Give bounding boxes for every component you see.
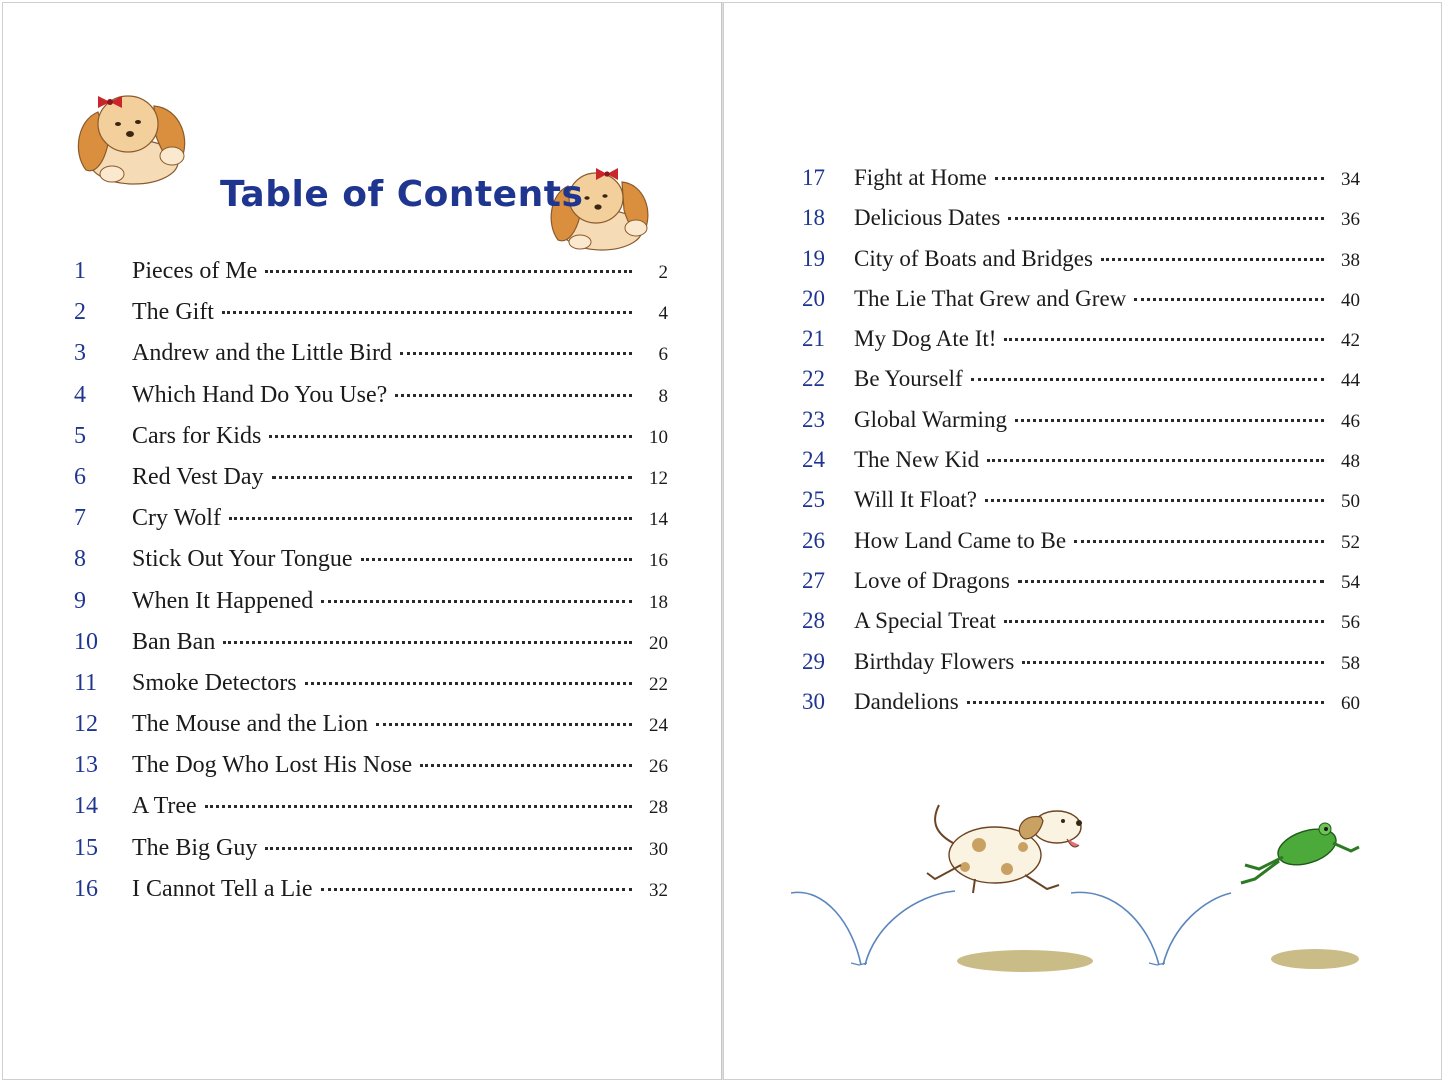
toc-leader-dots bbox=[400, 352, 632, 355]
toc-entry-page: 58 bbox=[1341, 652, 1360, 674]
mud-puddle-left bbox=[957, 950, 1093, 972]
toc-entry-number: 15 bbox=[74, 834, 98, 861]
toc-entry-title[interactable]: The Mouse and the Lion bbox=[132, 711, 368, 738]
toc-entry-number: 4 bbox=[74, 381, 86, 408]
toc-entry-title[interactable]: A Tree bbox=[132, 793, 197, 820]
toc-entry-page: 32 bbox=[649, 879, 668, 901]
toc-entry-title[interactable]: Birthday Flowers bbox=[854, 648, 1015, 674]
toc-entry-page: 34 bbox=[1341, 169, 1360, 190]
toc-entry-page: 30 bbox=[649, 838, 668, 860]
toc-entry-title[interactable]: Which Hand Do You Use? bbox=[132, 381, 388, 408]
toc-leader-dots bbox=[1008, 217, 1324, 220]
toc-entry-number: 20 bbox=[802, 285, 825, 311]
toc-leader-dots bbox=[229, 517, 632, 520]
toc-entry-number: 3 bbox=[74, 340, 86, 367]
toc-entry[interactable] bbox=[74, 711, 668, 752]
toc-entry-page: 16 bbox=[649, 550, 668, 572]
toc-entry-page: 10 bbox=[649, 426, 668, 448]
toc-entry[interactable] bbox=[802, 649, 1360, 689]
puppy-left-illustration bbox=[68, 82, 194, 188]
toc-entry-title[interactable]: Stick Out Your Tongue bbox=[132, 546, 353, 573]
toc-entry[interactable] bbox=[74, 546, 668, 587]
toc-entry-title[interactable]: Cars for Kids bbox=[132, 422, 262, 449]
jumping-frog bbox=[1241, 823, 1359, 883]
toc-entry-number: 10 bbox=[74, 628, 98, 655]
toc-entry-number: 16 bbox=[74, 875, 98, 902]
toc-entry-number: 1 bbox=[74, 258, 86, 284]
toc-entry[interactable] bbox=[802, 689, 1360, 729]
toc-leader-dots bbox=[1022, 661, 1324, 664]
toc-entry[interactable] bbox=[74, 588, 668, 629]
toc-leader-dots bbox=[1074, 540, 1324, 543]
toc-entry-title[interactable]: I Cannot Tell a Lie bbox=[132, 875, 313, 902]
toc-leader-dots bbox=[321, 600, 632, 603]
toc-entry[interactable] bbox=[802, 568, 1360, 608]
jumping-dog bbox=[927, 805, 1082, 893]
toc-entry[interactable] bbox=[802, 246, 1360, 286]
toc-entry-number: 25 bbox=[802, 487, 825, 513]
toc-entry-title[interactable]: Ban Ban bbox=[132, 628, 216, 655]
toc-leader-dots bbox=[971, 378, 1324, 381]
toc-entry-number: 24 bbox=[802, 447, 825, 473]
toc-entry-title[interactable]: Andrew and the Little Bird bbox=[132, 340, 392, 367]
toc-leader-dots bbox=[272, 476, 632, 479]
toc-entry-page: 14 bbox=[649, 509, 668, 531]
toc-entry-number: 21 bbox=[802, 326, 825, 352]
toc-entry-number: 26 bbox=[802, 527, 825, 553]
toc-entry-page: 38 bbox=[1341, 249, 1360, 271]
toc-entry-title[interactable]: Be Yourself bbox=[854, 366, 963, 392]
toc-leader-dots bbox=[395, 394, 632, 397]
toc-leader-dots bbox=[321, 888, 633, 891]
toc-entry-number: 30 bbox=[802, 688, 825, 714]
toc-leader-dots bbox=[1134, 298, 1324, 301]
toc-entry-title[interactable]: Dandelions bbox=[854, 688, 959, 714]
toc-entry-page: 2 bbox=[658, 262, 668, 283]
toc-entry-number: 7 bbox=[74, 505, 86, 532]
toc-leader-dots bbox=[967, 701, 1324, 704]
toc-entry-title[interactable]: The New Kid bbox=[854, 447, 980, 473]
jumping-animals-illustration bbox=[785, 795, 1375, 980]
toc-entry[interactable] bbox=[74, 876, 668, 917]
toc-entry-title[interactable]: My Dog Ate It! bbox=[854, 326, 997, 352]
toc-entry-page: 36 bbox=[1341, 209, 1360, 231]
toc-list-right bbox=[802, 165, 1360, 729]
toc-entry-page: 8 bbox=[658, 385, 668, 407]
toc-entry-title[interactable]: Love of Dragons bbox=[854, 567, 1010, 593]
toc-entry[interactable] bbox=[74, 752, 668, 793]
toc-entry[interactable] bbox=[74, 299, 668, 340]
toc-entry[interactable] bbox=[802, 407, 1360, 447]
toc-leader-dots bbox=[1018, 580, 1324, 583]
toc-leader-dots bbox=[1004, 338, 1324, 341]
toc-entry-page: 44 bbox=[1341, 370, 1360, 392]
toc-entry-page: 18 bbox=[649, 591, 668, 613]
toc-entry-page: 20 bbox=[649, 632, 668, 654]
toc-entry[interactable] bbox=[802, 286, 1360, 326]
toc-entry-number: 27 bbox=[802, 567, 825, 593]
toc-entry-number: 12 bbox=[74, 711, 98, 738]
toc-entry-page: 28 bbox=[649, 797, 668, 819]
toc-entry-title[interactable]: When It Happened bbox=[132, 587, 314, 614]
toc-entry-title[interactable]: Delicious Dates bbox=[854, 205, 1001, 231]
toc-entry-title[interactable]: How Land Came to Be bbox=[854, 527, 1067, 553]
toc-entry-title[interactable]: The Dog Who Lost His Nose bbox=[132, 752, 413, 779]
toc-leader-dots bbox=[987, 459, 1324, 462]
toc-leader-dots bbox=[361, 558, 632, 561]
toc-entry[interactable] bbox=[802, 447, 1360, 487]
toc-entry[interactable] bbox=[74, 670, 668, 711]
toc-entry-title[interactable]: Cry Wolf bbox=[132, 505, 221, 532]
toc-leader-dots bbox=[376, 723, 632, 726]
page-title: Table of Contents bbox=[220, 174, 584, 216]
toc-leader-dots bbox=[985, 499, 1324, 502]
toc-entry-number: 2 bbox=[74, 299, 86, 326]
toc-entry[interactable] bbox=[74, 423, 668, 464]
toc-entry-number: 28 bbox=[802, 608, 825, 634]
toc-entry-number: 13 bbox=[74, 752, 98, 779]
toc-entry[interactable] bbox=[74, 340, 668, 381]
toc-entry[interactable] bbox=[802, 366, 1360, 406]
toc-entry-title[interactable]: The Lie That Grew and Grew bbox=[854, 285, 1127, 311]
toc-entry[interactable] bbox=[74, 793, 668, 834]
toc-entry-title[interactable]: Global Warming bbox=[854, 406, 1007, 432]
toc-entry-title[interactable]: Pieces of Me bbox=[132, 258, 258, 284]
toc-entry-page: 54 bbox=[1341, 571, 1360, 593]
toc-leader-dots bbox=[223, 641, 632, 644]
toc-entry-title[interactable]: The Gift bbox=[132, 299, 214, 326]
toc-entry[interactable] bbox=[802, 608, 1360, 648]
toc-entry-page: 12 bbox=[649, 467, 668, 489]
toc-entry-page: 56 bbox=[1341, 612, 1360, 634]
toc-entry-number: 11 bbox=[74, 669, 98, 696]
toc-entry-page: 22 bbox=[649, 673, 668, 695]
toc-entry-page: 40 bbox=[1341, 289, 1360, 311]
toc-leader-dots bbox=[265, 847, 632, 850]
toc-entry-title[interactable]: Will It Float? bbox=[854, 487, 977, 513]
toc-entry-number: 23 bbox=[802, 406, 825, 432]
toc-entry-title[interactable]: The Big Guy bbox=[132, 834, 258, 861]
toc-leader-dots bbox=[265, 270, 632, 273]
toc-entry[interactable] bbox=[74, 258, 668, 299]
toc-leader-dots bbox=[305, 682, 632, 685]
toc-leader-dots bbox=[995, 177, 1324, 180]
toc-entry-page: 48 bbox=[1341, 451, 1360, 473]
toc-list-left bbox=[74, 258, 668, 917]
toc-entry-number: 5 bbox=[74, 422, 86, 449]
toc-entry-number: 19 bbox=[802, 245, 825, 271]
toc-entry-title[interactable]: City of Boats and Bridges bbox=[854, 245, 1093, 271]
toc-leader-dots bbox=[1101, 258, 1324, 261]
toc-entry-number: 14 bbox=[74, 793, 98, 820]
toc-leader-dots bbox=[269, 435, 632, 438]
toc-entry-page: 24 bbox=[649, 715, 668, 737]
water-splash-left bbox=[791, 892, 861, 965]
toc-entry[interactable] bbox=[74, 382, 668, 423]
toc-entry-page: 4 bbox=[658, 303, 668, 325]
toc-entry[interactable] bbox=[802, 326, 1360, 366]
water-splash-right bbox=[1071, 892, 1159, 965]
toc-leader-dots bbox=[205, 805, 632, 808]
toc-entry-number: 9 bbox=[74, 587, 86, 614]
toc-leader-dots bbox=[1015, 419, 1324, 422]
toc-entry[interactable] bbox=[802, 528, 1360, 568]
toc-entry-number: 29 bbox=[802, 648, 825, 674]
toc-entry-number: 8 bbox=[74, 546, 86, 573]
toc-entry[interactable] bbox=[802, 487, 1360, 527]
toc-leader-dots bbox=[420, 764, 632, 767]
toc-entry-title[interactable]: Smoke Detectors bbox=[132, 669, 297, 696]
toc-entry[interactable] bbox=[802, 165, 1360, 205]
toc-entry-page: 42 bbox=[1341, 330, 1360, 352]
toc-entry-title[interactable]: Red Vest Day bbox=[132, 463, 264, 490]
toc-leader-dots bbox=[1004, 620, 1324, 623]
toc-entry-number: 6 bbox=[74, 463, 86, 490]
toc-entry[interactable] bbox=[74, 629, 668, 670]
toc-leader-dots bbox=[222, 311, 632, 314]
toc-entry[interactable] bbox=[74, 505, 668, 546]
toc-entry-page: 46 bbox=[1341, 410, 1360, 432]
toc-entry-page: 52 bbox=[1341, 531, 1360, 553]
toc-entry-page: 26 bbox=[649, 756, 668, 778]
toc-entry-page: 50 bbox=[1341, 491, 1360, 513]
toc-entry[interactable] bbox=[74, 464, 668, 505]
toc-entry-page: 6 bbox=[658, 344, 668, 366]
toc-entry-number: 17 bbox=[802, 165, 825, 190]
toc-entry[interactable] bbox=[74, 835, 668, 876]
toc-entry[interactable] bbox=[802, 205, 1360, 245]
mud-puddle-right bbox=[1271, 949, 1359, 969]
toc-entry-page: 60 bbox=[1341, 692, 1360, 714]
toc-entry-title[interactable]: A Special Treat bbox=[854, 608, 996, 634]
toc-entry-number: 18 bbox=[802, 205, 825, 231]
toc-entry-number: 22 bbox=[802, 366, 825, 392]
toc-entry-title[interactable]: Fight at Home bbox=[854, 165, 987, 190]
